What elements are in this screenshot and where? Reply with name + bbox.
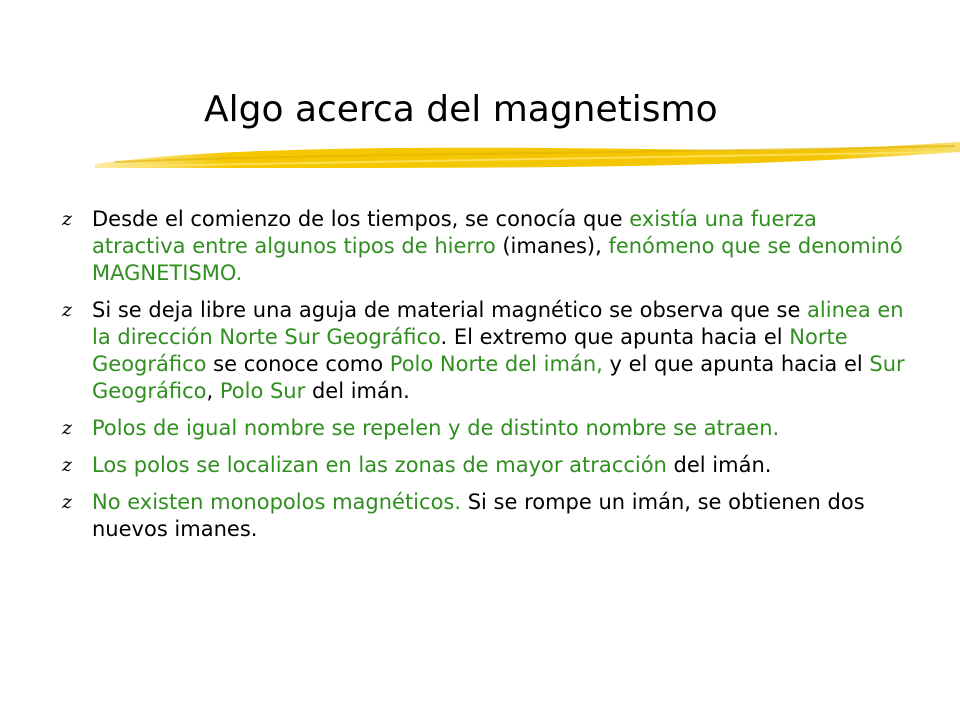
title-brush-underline (95, 138, 960, 176)
bullet-marker-icon: z (62, 299, 73, 321)
bullet-text: (imanes), (495, 234, 609, 258)
highlighted-text: Los polos se localizan en las zonas de mayor atracción (92, 453, 667, 477)
bullet-item (62, 297, 912, 405)
bullet-item (62, 415, 912, 442)
highlighted-text: No existen monopolos magnéticos. (92, 490, 462, 514)
highlighted-text: Polos de igual nombre se repelen y de distinto nombre se atraen. (92, 416, 780, 440)
bullet-text: del imán. (666, 453, 772, 477)
highlighted-text: Polo Sur (219, 379, 306, 403)
bullet-text: del imán. (305, 379, 410, 403)
bullet-marker-icon: z (62, 417, 73, 439)
bullet-text: Desde el comienzo de los tiempos, se conocía que (92, 207, 630, 231)
bullet-text: Si se rompe un imán, se obtienen dos nuevos imanes. (92, 490, 865, 541)
bullet-list (62, 206, 912, 553)
bullet-item (62, 206, 912, 287)
highlighted-text: existía una fuerza atractiva entre algunos tipos de hierro (92, 207, 817, 258)
highlighted-text: fenómeno que se denominó MAGNETISMO. (92, 234, 903, 285)
bullet-text: y el que apunta hacia el (602, 352, 870, 376)
bullet-text: se conoce como (206, 352, 390, 376)
bullet-text: . El extremo que apunta hacia el (440, 325, 790, 349)
bullet-text: , (206, 379, 220, 403)
bullet-text: Si se deja libre una aguja de material magnético se observa que se (92, 298, 808, 322)
bullet-marker-icon: z (62, 454, 73, 476)
highlighted-text: alinea en la dirección Norte Sur Geográfico (92, 298, 904, 349)
bullet-marker-icon: z (62, 208, 73, 230)
highlighted-text: Polo Norte del imán, (389, 352, 603, 376)
bullet-marker-icon: z (62, 491, 73, 513)
highlighted-text: Norte Geográfico (92, 325, 848, 376)
bullet-item (62, 489, 912, 543)
slide-title: Algo acerca del magnetismo (204, 89, 718, 130)
highlighted-text: Sur Geográfico (92, 352, 905, 403)
bullet-item (62, 452, 912, 479)
